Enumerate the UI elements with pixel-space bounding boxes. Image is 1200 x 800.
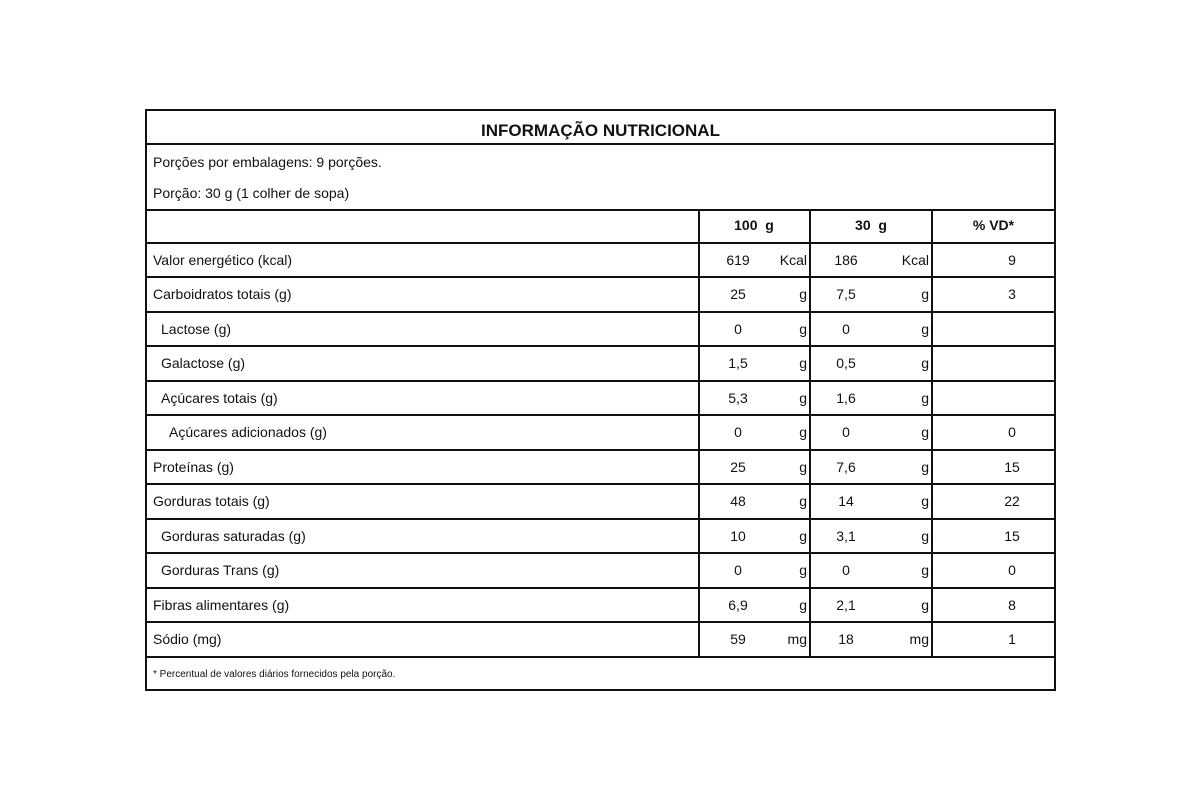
daily-value-percent: 15: [1004, 458, 1020, 475]
value-per-serving: 186: [834, 251, 858, 268]
value-per-100g: 1,5: [728, 355, 748, 372]
value-per-serving: 7,5: [836, 286, 856, 303]
unit-per-serving: g: [921, 596, 929, 613]
daily-value-percent: 1: [1008, 631, 1016, 648]
value-per-100g: 5,3: [728, 389, 748, 406]
column-header-dv: % VD*: [972, 217, 1015, 234]
daily-value-percent: 22: [1004, 493, 1020, 510]
unit-per-100g: g: [799, 527, 807, 544]
nutrient-label: Açúcares adicionados (g): [169, 424, 327, 441]
nutrient-rows: [147, 209, 1054, 658]
table-row: [147, 278, 1054, 313]
unit-per-serving: Kcal: [901, 251, 929, 268]
daily-value-percent: 0: [1008, 424, 1016, 441]
value-per-100g: 25: [730, 458, 746, 475]
value-per-100g: 0: [734, 562, 742, 579]
table-row: [147, 623, 1054, 658]
table-row: [147, 416, 1054, 451]
nutrition-facts-table: [145, 109, 1056, 691]
nutrient-label: Valor energético (kcal): [153, 251, 293, 268]
value-per-serving: 0,5: [836, 355, 856, 372]
table-row: [147, 589, 1054, 624]
table-row: [147, 451, 1054, 486]
unit-per-serving: g: [921, 424, 929, 441]
daily-value-percent: 3: [1008, 286, 1016, 303]
unit-per-100g: g: [799, 458, 807, 475]
unit-per-100g: mg: [787, 631, 807, 648]
unit-per-serving: g: [921, 389, 929, 406]
table-row: [147, 520, 1054, 555]
unit-per-100g: g: [799, 424, 807, 441]
unit-per-serving: g: [921, 286, 929, 303]
table-row: [147, 485, 1054, 520]
value-per-serving: 0: [842, 320, 850, 337]
value-per-serving: 18: [838, 631, 854, 648]
column-header-row: [147, 209, 1054, 244]
unit-per-serving: g: [921, 493, 929, 510]
unit-per-100g: g: [799, 596, 807, 613]
nutrient-label: Galactose (g): [161, 355, 246, 372]
serving-size: Porção: 30 g (1 colher de sopa): [153, 185, 350, 201]
value-per-serving: 0: [842, 424, 850, 441]
daily-value-percent: [933, 313, 1051, 346]
footnote: * Percentual de valores diários fornecidos pela porção.: [153, 669, 396, 680]
value-per-serving: 1,6: [836, 389, 856, 406]
nutrient-label: Carboidratos totais (g): [153, 286, 292, 303]
value-per-serving: 14: [838, 493, 854, 510]
value-per-serving: 0: [842, 562, 850, 579]
unit-per-serving: g: [921, 355, 929, 372]
nutrient-label: Proteínas (g): [153, 458, 234, 475]
unit-per-serving: mg: [909, 631, 929, 648]
unit-per-serving: g: [921, 562, 929, 579]
unit-per-100g: g: [799, 355, 807, 372]
unit-per-serving: g: [921, 458, 929, 475]
daily-value-percent: [933, 347, 1051, 380]
servings-per-package: Porções por embalagens: 9 porções.: [153, 154, 382, 170]
nutrient-label: Gorduras Trans (g): [161, 562, 280, 579]
value-per-serving: 7,6: [836, 458, 856, 475]
column-header-30g: 30 g: [855, 217, 887, 234]
unit-per-100g: Kcal: [779, 251, 807, 268]
unit-per-100g: g: [799, 493, 807, 510]
unit-per-100g: g: [799, 286, 807, 303]
daily-value-percent: 8: [1008, 596, 1016, 613]
value-per-100g: 619: [726, 251, 750, 268]
value-per-100g: 59: [730, 631, 746, 648]
value-per-serving: 3,1: [836, 527, 856, 544]
unit-per-serving: g: [921, 527, 929, 544]
nutrient-label: Lactose (g): [161, 320, 232, 337]
value-per-100g: 0: [734, 320, 742, 337]
table-row: [147, 347, 1054, 382]
value-per-100g: 10: [730, 527, 746, 544]
nutrient-label: Fibras alimentares (g): [153, 596, 290, 613]
serving-info: [147, 145, 1054, 211]
value-per-100g: 25: [730, 286, 746, 303]
value-per-serving: 2,1: [836, 596, 856, 613]
nutrient-label: Gorduras totais (g): [153, 493, 270, 510]
unit-per-100g: g: [799, 389, 807, 406]
value-per-100g: 48: [730, 493, 746, 510]
nutrient-label: Gorduras saturadas (g): [161, 527, 306, 544]
table-row: [147, 313, 1054, 348]
table-title: INFORMAÇÃO NUTRICIONAL: [147, 111, 1054, 145]
daily-value-percent: [933, 382, 1051, 415]
table-row: [147, 244, 1054, 279]
unit-per-serving: g: [921, 320, 929, 337]
table-row: [147, 382, 1054, 417]
column-header-100g: 100 g: [734, 217, 774, 234]
table-row: [147, 554, 1054, 589]
daily-value-percent: 9: [1008, 251, 1016, 268]
nutrient-label: Açúcares totais (g): [161, 389, 278, 406]
daily-value-percent: 15: [1004, 527, 1020, 544]
unit-per-100g: g: [799, 562, 807, 579]
daily-value-percent: 0: [1008, 562, 1016, 579]
nutrient-label: Sódio (mg): [153, 631, 222, 648]
value-per-100g: 6,9: [728, 596, 748, 613]
unit-per-100g: g: [799, 320, 807, 337]
value-per-100g: 0: [734, 424, 742, 441]
